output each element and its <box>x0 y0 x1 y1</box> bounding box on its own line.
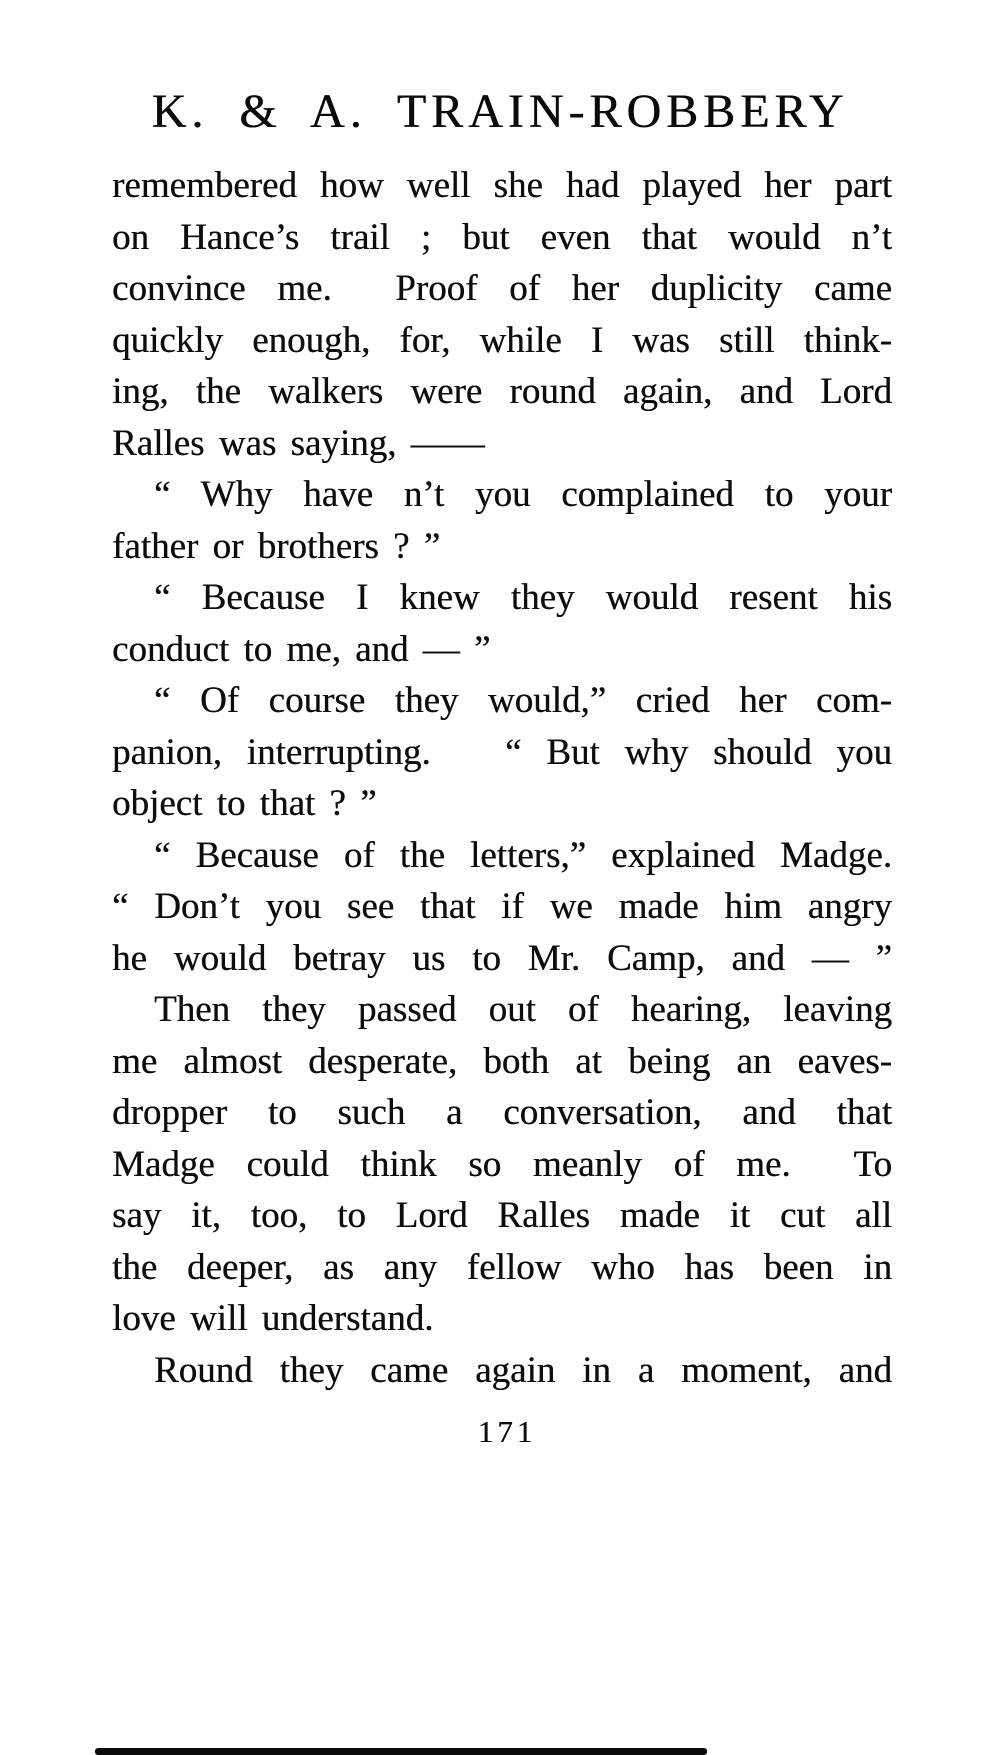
running-header: K. & A. TRAIN-ROBBERY <box>151 85 849 138</box>
text-line: “ Why have n’t you complained to your <box>154 474 892 515</box>
text-line: father or brothers ? ” <box>112 525 441 567</box>
text-line: love will understand. <box>112 1298 434 1339</box>
text-line: Then they passed out of hearing, leaving <box>154 989 892 1030</box>
text-line: object to that ? ” <box>112 783 377 824</box>
text-line: “ Because I knew they would resent his <box>154 577 892 618</box>
text-line: on Hance’s trail ; but even that would n’t <box>112 216 892 258</box>
text-line: the deeper, as any fellow who has been in <box>112 1246 892 1288</box>
text-line: Ralles was saying, —— <box>112 422 485 464</box>
text-line: Round they came again in a moment, and <box>154 1349 892 1391</box>
scan-edge-artifact <box>95 1748 707 1755</box>
text-line: panion, interrupting. “ But why should you <box>112 731 892 773</box>
text-line: remembered how well she had played her part <box>112 165 892 206</box>
page-number: 171 <box>477 1414 537 1449</box>
text-line: dropper to such a conversation, and that <box>112 1092 892 1133</box>
text-line: “ Of course they would,” cried her com- <box>154 680 892 721</box>
text-line: Madge could think so meanly of me. To <box>112 1143 892 1185</box>
text-line: he would betray us to Mr. Camp, and — ” <box>112 937 892 979</box>
text-line: conduct to me, and — ” <box>112 628 491 670</box>
text-block <box>112 160 892 1396</box>
text-line: “ Don’t you see that if we made him angry <box>112 886 892 927</box>
text-line: ing, the walkers were round again, and Lord <box>112 371 892 412</box>
text-line: quickly enough, for, while I was still think- <box>112 319 892 361</box>
text-line: “ Because of the letters,” explained Madge. <box>154 834 892 876</box>
text-line: convince me. Proof of her duplicity came <box>112 268 892 309</box>
text-line: say it, too, to Lord Ralles made it cut all <box>112 1195 892 1236</box>
text-line: me almost desperate, both at being an eaves- <box>112 1040 892 1082</box>
